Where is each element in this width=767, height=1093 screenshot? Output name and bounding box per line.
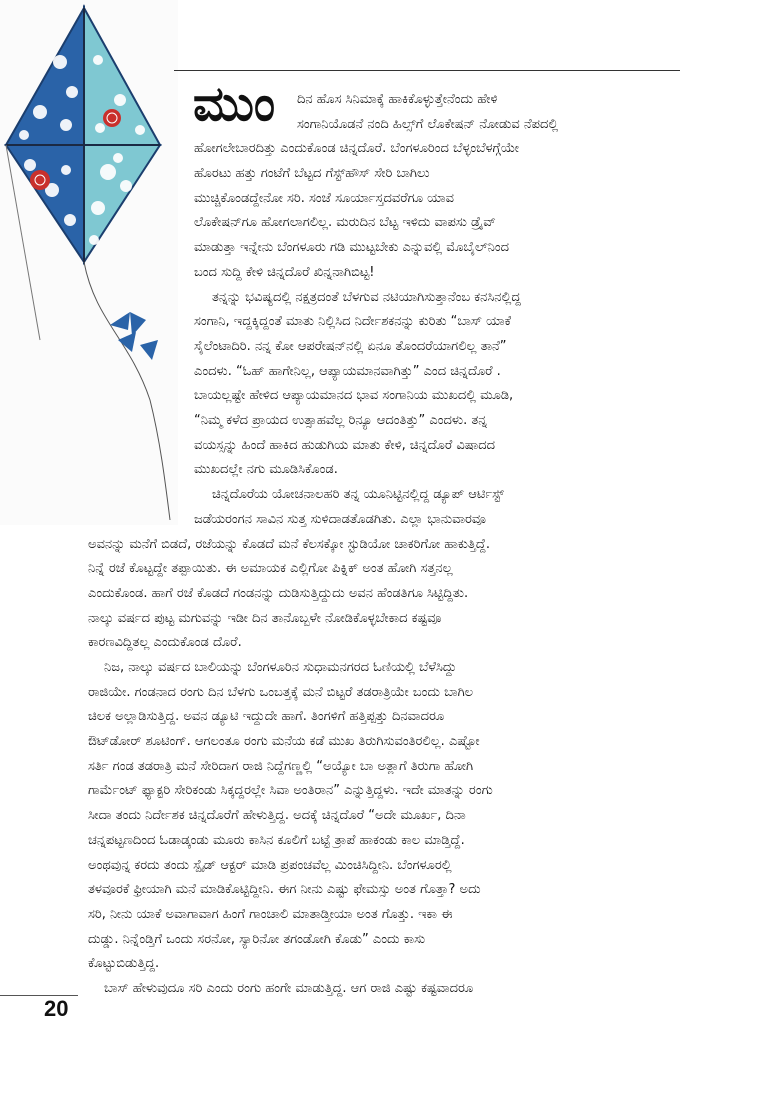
article-line: ಚಿನ್ನದೊರೆಯ ಯೋಚನಾಲಹರಿ ತನ್ನ ಯೂನಿಟ್ಟಿನಲ್ಲಿದ್ದ ಡ್ಯೂಪ್ ಆರ್ಟಿಸ್ಟ್ xyxy=(212,487,505,503)
article-line: ಬಂದ ಸುದ್ದಿ ಕೇಳಿ ಚಿನ್ನದೊರೆ ಖಿನ್ನನಾಗಿಬಿಟ್ಟ! xyxy=(194,264,375,280)
article-line: ನಿನ್ನೆ ರಜೆ ಕೊಟ್ಟದ್ದೇ ತಪ್ಪಾಯಿತು. ಈ ಅಮಾಯಕ ಎಲ್ಲಿಗೋ ಪಿಕ್ನಿಕ್ ಅಂತ ಹೋಗಿ ಸತ್ತನಲ್ಲ xyxy=(88,561,453,577)
article-line: ಸರ್ತಿ ಗಂಡ ತಡರಾತ್ರಿ ಮನೆ ಸೇರಿದಾಗ ರಾಜಿ ನಿದ್ದೆಗಣ್ಣಲ್ಲಿ “ಅಯ್ಯೋ ಬಾ ಅತ್ಲಾಗೆ ತಿರುಗಾ ಹೋಗಿ xyxy=(88,758,474,774)
article-line: ಜಡೆಯರಂಗನ ಸಾವಿನ ಸುತ್ತ ಸುಳಿದಾಡತೊಡಗಿತು. ಎಲ್ಲಾ ಭಾನುವಾರವೂ xyxy=(194,511,486,527)
article-line: ರಾಜಿಯೇ. ಗಂಡನಾದ ರಂಗು ದಿನ ಬೆಳಗು ಒಂಬತ್ತಕ್ಕೆ ಮನೆ ಬಿಟ್ಟರೆ ತಡರಾತ್ರಿಯೇ ಬಂದು ಬಾಗಿಲ xyxy=(88,684,474,700)
article-line: ದುಡ್ಡು. ನಿನ್ನೆಂಡ್ತಿಗೆ ಒಂದು ಸರನೋ, ಸ್ಯಾರಿನೋ ತಗಂಡೋಗಿ ಕೊಡು” ಎಂದು ಕಾಸು xyxy=(88,931,426,947)
kite-illustration xyxy=(0,0,178,525)
article-line: ಬಾಯಲ್ಲಷ್ಟೇ ಹೇಳಿದ ಆಪ್ಯಾಯಮಾನದ ಭಾವ ಸಂಗಾನಿಯ ಮುಖದಲ್ಲಿ ಮೂಡಿ, xyxy=(194,388,514,404)
article-line: ಔಟ್‌ಡೋರ್ ಶೂಟಿಂಗ್. ಆಗಲಂತೂ ರಂಗು ಮನೆಯ ಕಡೆ ಮುಖ ತಿರುಗಿಸುವಂತಿರಲಿಲ್ಲ. ಎಷ್ಟೋ xyxy=(88,734,480,750)
article-line: ವಯಸ್ಸನ್ನು ಹಿಂದೆ ಹಾಕಿದ ಹುಡುಗಿಯ ಮಾತು ಕೇಳಿ, ಚಿನ್ನದೊರೆ ವಿಷಾದದ xyxy=(194,437,495,453)
article-line: ತಳವೂರಕೆ ಫ್ರೀಯಾಗಿ ಮನೆ ಮಾಡಿಕೊಟ್ಟಿದ್ದೀನಿ. ಈಗ ನೀನು ಎಷ್ಟು ಫೇಮಸ್ಸು ಅಂತ ಗೊತ್ತಾ? ಅದು xyxy=(88,882,481,898)
article-line: ಸೀದಾ ತಂದು ನಿರ್ದೇಶಕ ಚಿನ್ನದೊರೆಗೆ ಹೇಳುತ್ತಿದ್ದ. ಅದಕ್ಕೆ ಚಿನ್ನದೊರೆ “ಅದೇ ಮೂರ್ಖ, ದಿನಾ xyxy=(88,808,466,824)
article-line: ಹೊರಟು ಹತ್ತು ಗಂಟೆಗೆ ಬೆಟ್ಟದ ಗೆಸ್ಟ್‌ಹೌಸ್ ಸೇರಿ ಬಾಗಿಲು xyxy=(194,166,430,182)
article-line: ತನ್ನನ್ನು ಭವಿಷ್ಯದಲ್ಲಿ ನಕ್ಷತ್ರದಂತೆ ಬೆಳಗುವ ನಟಿಯಾಗಿಸುತ್ತಾನೆಂಬ ಕನಸಿನಲ್ಲಿದ್ದ xyxy=(212,289,521,305)
article-line: ಸಂಗಾನಿ, ಇದ್ದಕ್ಕಿದ್ದಂತೆ ಮಾತು ನಿಲ್ಲಿಸಿದ ನಿರ್ದೇಶಕನನ್ನು ಕುರಿತು “ಬಾಸ್ ಯಾಕೆ xyxy=(194,314,512,330)
article-line: ಮುಖದಲ್ಲೇ ನಗು ಮೂಡಿಸಿಕೊಂಡ. xyxy=(194,462,338,478)
article-line: ಮಾಡುತ್ತಾ ಇನ್ನೇನು ಬೆಂಗಳೂರು ಗಡಿ ಮುಟ್ಟಬೇಕು ಎನ್ನುವಲ್ಲಿ ಮೊಬೈಲ್‌ನಿಂದ xyxy=(194,240,510,256)
article-line: ಹೋಗಲೇಬಾರದಿತ್ತು ಎಂದುಕೊಂಡ ಚಿನ್ನದೊರೆ. ಬೆಂಗಳೂರಿಂದ ಬೆಳ್ಳಂಬೆಳಗ್ಗೆಯೇ xyxy=(194,141,520,157)
article-line: ಸಂಗಾನಿಯೊಡನೆ ನಂದಿ ಹಿಲ್ಸ್‌ಗೆ ಲೊಕೇಷನ್ ನೋಡುವ ನೆಪದಲ್ಲಿ xyxy=(297,116,559,132)
article-line: ಗಾರ್ಮೆಂಟ್ ಫ್ಯಾಕ್ಟರಿ ಸೇರಿಕಂಡು ಸಿಕ್ಕದ್ದರಲ್ಲೇ ಸಿವಾ ಅಂತಿರಾನ” ಎನ್ನುತ್ತಿದ್ದಳು. ಇದೇ ಮಾತನ್ನು ರಂಗು xyxy=(88,783,493,799)
article-line: ಕಾರಣವಿದ್ದಿತಲ್ಲ ಎಂದುಕೊಂಡ ದೊರೆ. xyxy=(88,635,242,651)
article-line: ಚನ್ನಪಟ್ಟಣದಿಂದ ಓಡಾಡ್ಕಂಡು ಮೂರು ಕಾಸಿನ ಕೂಲಿಗೆ ಬಟ್ಟೆ ತ್ರಾಪೆ ಹಾಕಂಡು ಕಾಲ ಮಾಡ್ತಿದ್ದೆ. xyxy=(88,832,465,848)
article-line: ಕೊಟ್ಟುಬಿಡುತ್ತಿದ್ದ. xyxy=(88,956,160,972)
article-line: ಸರಿ, ನೀನು ಯಾಕೆ ಅವಾಗಾವಾಗ ಹಿಂಗೆ ಗಾಂಚಾಲಿ ಮಾತಾಡ್ತೀಯಾ ಅಂತ ಗೊತ್ತು. ಇಕಾ ಈ xyxy=(88,906,453,922)
article-line: ಅವನನ್ನು ಮನೆಗೆ ಬಿಡದೆ, ರಜೆಯನ್ನು ಕೊಡದೆ ಮನೆ ಕೆಲಸಕ್ಕೋ ಸ್ಟುಡಿಯೋ ಚಾಕರಿಗೋ ಹಾಕುತ್ತಿದ್ದೆ. xyxy=(88,536,491,552)
article-line: ದಿನ ಹೊಸ ಸಿನಿಮಾಕ್ಕೆ ಹಾಕಿಕೊಳ್ಳುತ್ತೇನೆಂದು ಹೇಳಿ xyxy=(297,92,498,107)
article-line: ನಿಜ, ನಾಲ್ಕು ವರ್ಷದ ಬಾಲಿಯನ್ನು ಬೆಂಗಳೂರಿನ ಸುಧಾಮನಗರದ ಓಣಿಯಲ್ಲಿ ಬೆಳೆಸಿದ್ದು xyxy=(104,659,457,675)
header-rule xyxy=(174,70,680,71)
article-line: ಚಿಲಕ ಅಲ್ಲಾಡಿಸುತ್ತಿದ್ದ. ಅವನ ಡ್ಯೂಟಿ ಇದ್ದುದೇ ಹಾಗೆ. ತಿಂಗಳಿಗೆ ಹತ್ತಿಪ್ಪತ್ತು ದಿನವಾದರೂ xyxy=(88,709,445,725)
article-line: ಅಂಥವುನ್ನ ಕರದು ತಂದು ಸ್ಪೈಡ್ ಆಕ್ಟರ್ ಮಾಡಿ ಪ್ರಪಂಚವೆಲ್ಲ ಮಿಂಚಿಸಿದ್ದೀನಿ. ಬೆಂಗಳೂರಲ್ಲಿ xyxy=(88,857,452,873)
article-line: “ನಿಮ್ಮ ಕಳೆದ ಪ್ರಾಯದ ಉತ್ಸಾಹವೆಲ್ಲ ರಿನ್ಯೂ ಆದಂತಿತ್ತು” ಎಂದಳು. ತನ್ನ xyxy=(194,413,488,429)
drop-cap: ಮುಂ xyxy=(193,76,274,132)
article-line: ಎಂದಳು. “ಓಹ್ ಹಾಗೇನಿಲ್ಲ, ಆಪ್ಯಾಯಮಾನವಾಗಿತ್ತು” ಎಂದ ಚಿನ್ನದೊರೆ . xyxy=(194,363,501,379)
page-number: 20 xyxy=(44,996,69,1021)
article-line: ಲೊಕೇಷನ್‌ಗೂ ಹೋಗಲಾಗಲಿಲ್ಲ. ಮರುದಿನ ಬೆಟ್ಟ ಇಳಿದು ವಾಪಸು ಡ್ರೈವ್ xyxy=(194,215,496,231)
article-line: ಬಾಸ್ ಹೇಳುವುದೂ ಸರಿ ಎಂದು ರಂಗು ಹಂಗೇ ಮಾಡುತ್ತಿದ್ದ. ಆಗ ರಾಜಿ ಎಷ್ಟು ಕಷ್ಟವಾದರೂ xyxy=(104,981,474,996)
article-line: ಸೈಲೆಂಟಾದಿರಿ. ನನ್ನ ಕೋ ಆಪರೇಷನ್‌ನಲ್ಲಿ ಏನೂ ತೊಂದರೆಯಾಗಲಿಲ್ಲ ತಾನೆ” xyxy=(194,338,507,354)
article-line: ನಾಲ್ಕು ವರ್ಷದ ಪುಟ್ಟ ಮಗುವನ್ನು ಇಡೀ ದಿನ ತಾನೊಬ್ಬಳೇ ನೋಡಿಕೊಳ್ಳಬೇಕಾದ ಕಷ್ಟವೂ xyxy=(88,610,442,626)
article-line: ಮುಚ್ಚಿಕೊಂಡದ್ದೇನೋ ಸರಿ. ಸಂಜೆ ಸೂರ್ಯಾಸ್ತದವರೆಗೂ ಯಾವ xyxy=(194,190,454,206)
article-line: ಎಂದುಕೊಂಡ. ಹಾಗೆ ರಜೆ ಕೊಡದೆ ಗಂಡನನ್ನು ದುಡಿಸುತ್ತಿದ್ದುದು ಅವನ ಹೆಂಡತಿಗೂ ಸಿಟ್ಟಿದ್ದಿತು. xyxy=(88,585,469,601)
